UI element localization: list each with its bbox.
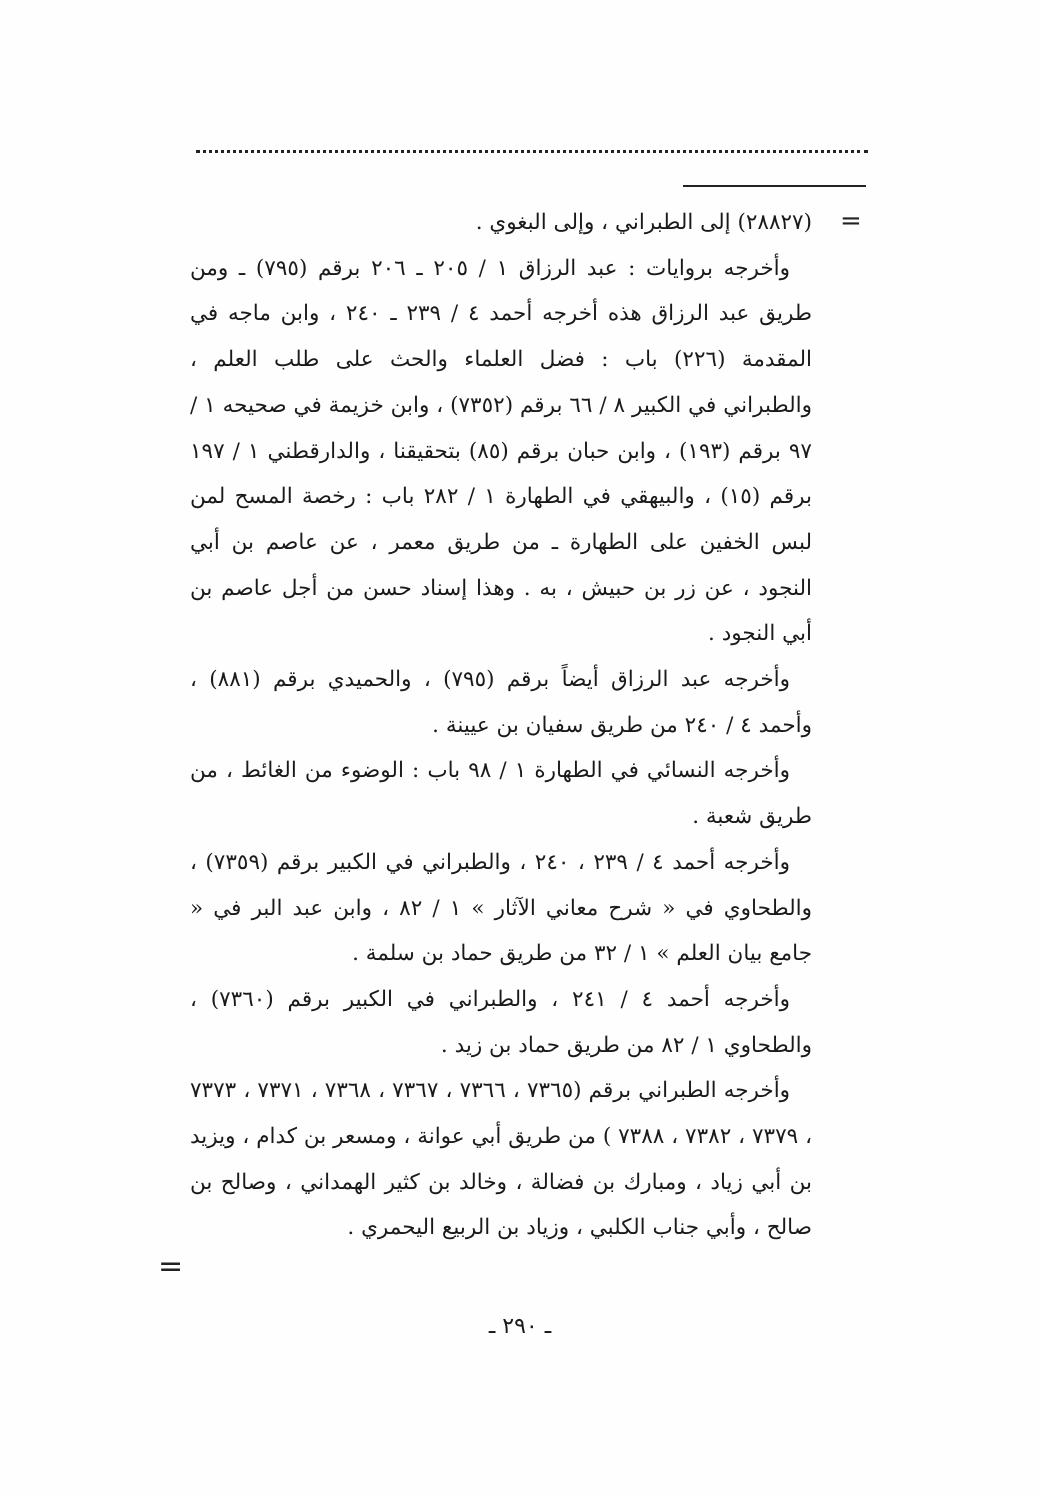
page-number: ـ ٢٩٠ ـ (488, 1314, 552, 1339)
footnote-paragraph: وأخرجه عبد الرزاق أيضاً برقم (٧٩٥) ، والحميدي برقم (٨٨١) ، وأحمد ٤ / ٢٤٠ من طريق سفيان بن عيينة . (190, 667, 812, 738)
continuation-mark-top: = (840, 206, 862, 236)
footnote-paragraph: وأخرجه بروايات : عبد الرزاق ١ / ٢٠٥ ـ ٢٠٦ برقم (٧٩٥) ـ ومن طريق عبد الرزاق هذه أخرجه أحمد ٤ / ٢٣٩ ـ ٢٤٠ ، وابن ماجه في المقدمة (٢٢٦) باب : فضل العلماء والحث على طلب العلم ، والطبراني في الكبير ٨ / ٦٦ برقم (٧٣٥٢) ، وابن خزيمة في صحيحه ١ / ٩٧ برقم (١٩٣) ، وابن حبان برقم (٨٥) بتحقيقنا ، والدارقطني ١ / ١٩٧ برقم (١٥) ، والبيهقي في الطهارة ١ / ٢٨٢ باب : رخصة المسح لمن لبس الخفين على الطهارة ـ من طريق معمر ، عن عاصم بن أبي النجود ، عن زر بن حبيش ، به . وهذا إسناد حسن من أجل عاصم بن أبي النجود . (190, 255, 812, 647)
footnote-paragraph: (٢٨٨٢٧) إلى الطبراني ، وإلى البغوي . (475, 210, 812, 235)
footnote-rule (683, 185, 866, 187)
dotted-separator (196, 150, 868, 167)
continuation-mark-bottom: = (158, 1249, 184, 1284)
footnote-paragraph: وأخرجه الطبراني برقم (٧٣٦٥ ، ٧٣٦٦ ، ٧٣٦٧ ، ٧٣٦٨ ، ٧٣٧١ ، ٧٣٧٣ ، ٧٣٧٩ ، ٧٣٨٢ ، ٧٣٨٨ ) من طريق أبي عوانة ، ومسعر بن كدام ، ويزيد بن أبي زياد ، ومبارك بن فضالة ، وخالد بن كثير الهمداني ، وصالح بن صالح ، وأبي جناب الكلبي ، وزياد بن الربيع اليحمري . (190, 1078, 813, 1241)
footnote-paragraph: وأخرجه أحمد ٤ / ٢٣٩ ، ٢٤٠ ، والطبراني في الكبير برقم (٧٣٥٩) ، والطحاوي في « شرح معاني الآثار » ١ / ٨٢ ، وابن عبد البر في « جامع بيان العلم » ١ / ٣٢ من طريق حماد بن سلمة . (190, 849, 812, 967)
footnote-text (190, 200, 812, 1251)
footnote-paragraph: وأخرجه النسائي في الطهارة ١ / ٩٨ باب : الوضوء من الغائط ، من طريق شعبة . (190, 758, 812, 830)
footnote-paragraph: وأخرجه أحمد ٤ / ٢٤١ ، والطبراني في الكبير برقم (٧٣٦٠) ، والطحاوي ١ / ٨٢ من طريق حماد بن زيد . (190, 986, 812, 1058)
